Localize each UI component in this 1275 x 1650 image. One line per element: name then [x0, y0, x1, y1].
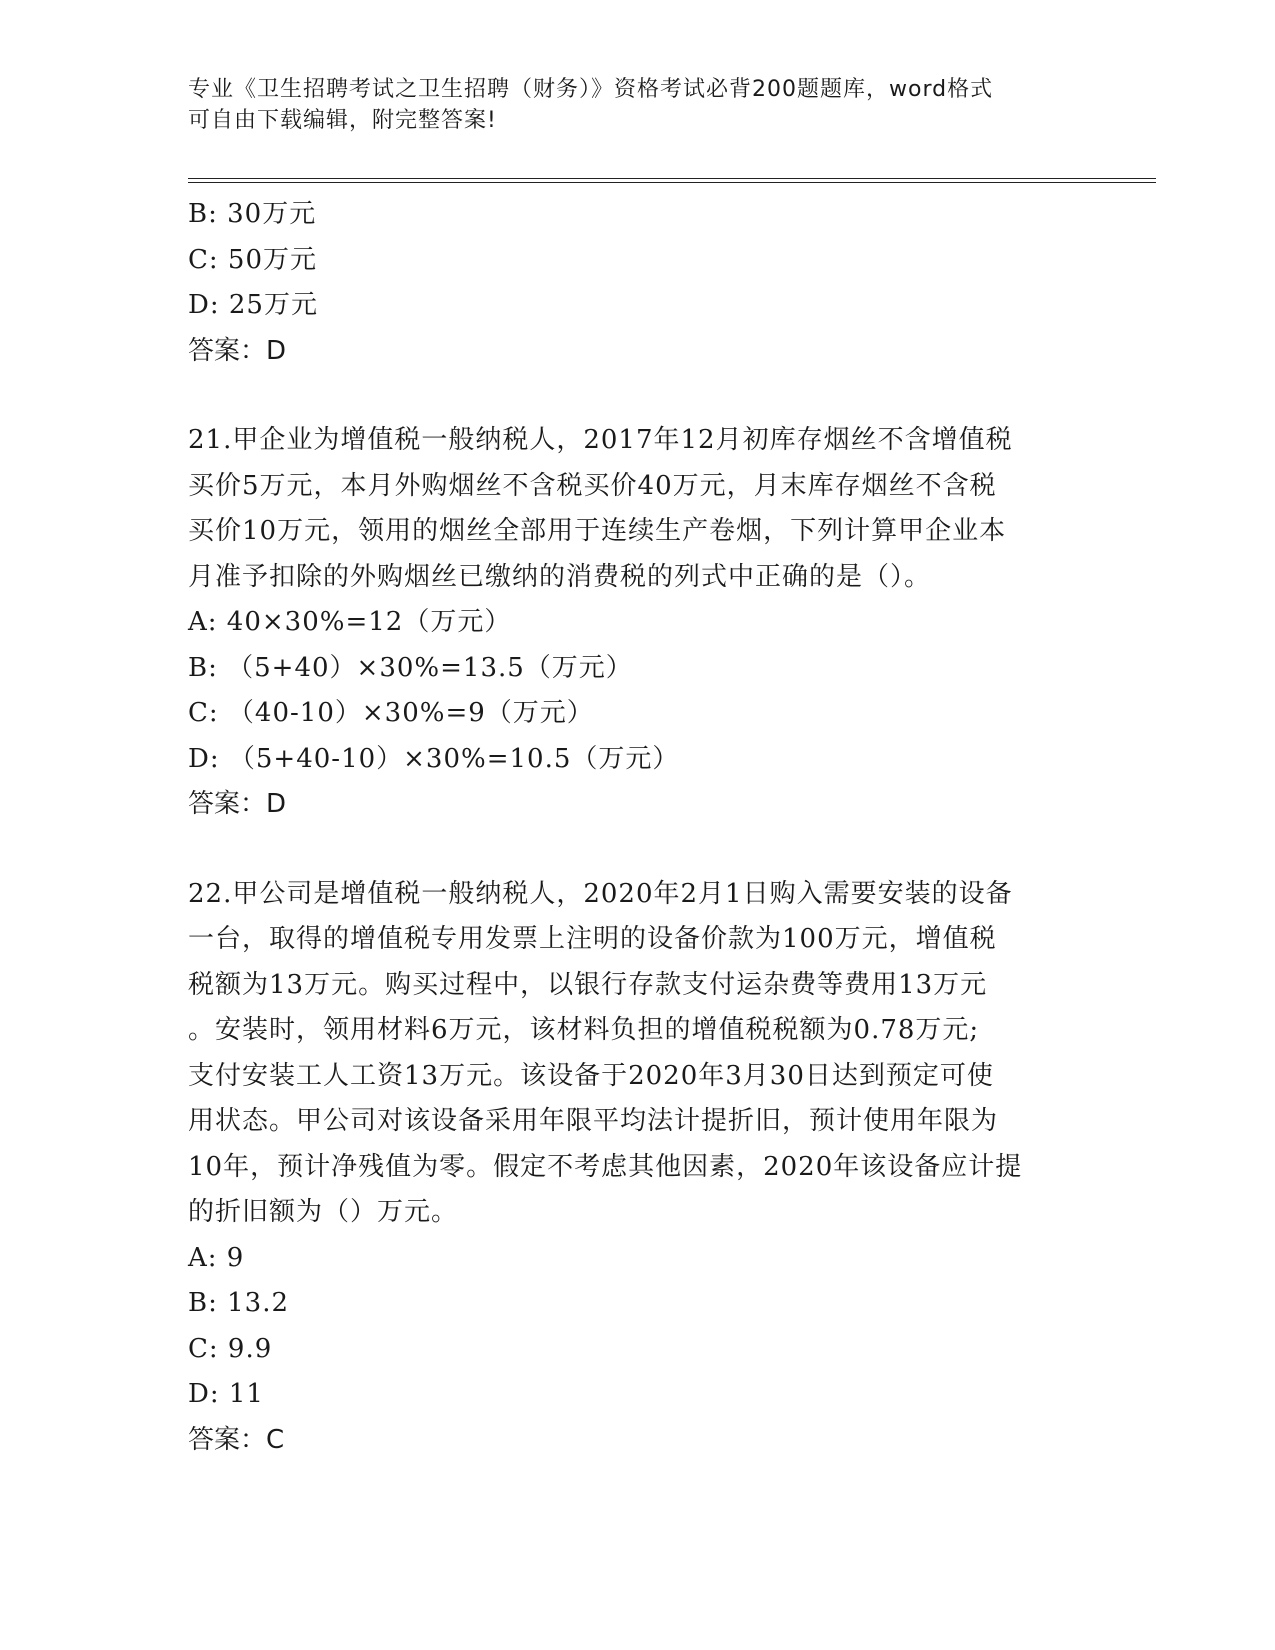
question-stem-line: 一台，取得的增值税专用发票上注明的设备价款为100万元，增值税: [188, 924, 997, 954]
question-stem-line: 的折旧额为（）万元。: [188, 1197, 459, 1227]
answer-line: 答案：D: [188, 789, 287, 819]
answer-line: 答案：C: [188, 1424, 285, 1455]
option-d: D: 25万元: [188, 290, 318, 320]
header-title-line-2: 可自由下载编辑，附完整答案!: [188, 108, 497, 133]
question-stem-line: 22.甲公司是增值税一般纳税人，2020年2月1日购入需要安装的设备: [188, 878, 1013, 909]
option-a: A: 9: [188, 1242, 245, 1273]
option-b: B: 13.2: [188, 1288, 290, 1318]
option-c: C: （40-10）×30%=9（万元）: [188, 698, 594, 728]
question-stem-line: 月准予扣除的外购烟丝已缴纳的消费税的列式中正确的是（）。: [188, 561, 932, 592]
prev-question: [188, 192, 1078, 374]
option-d: D: （5+40-10）×30%=10.5（万元）: [188, 743, 680, 774]
question-stem-line: 用状态。甲公司对该设备采用年限平均法计提折旧，预计使用年限为: [188, 1106, 999, 1136]
header-title-line-1: 专业《卫生招聘考试之卫生招聘（财务）》资格考试必背200题题库，word格式: [188, 77, 994, 102]
header-divider: [188, 178, 1156, 183]
question-21: [188, 418, 1078, 828]
question-stem-line: 税额为13万元。购买过程中，以银行存款支付运杂费等费用13万元: [188, 969, 988, 1000]
question-stem-line: 。安装时，领用材料6万元，该材料负担的增值税税额为0.78万元;: [188, 1015, 980, 1045]
question-content: [188, 192, 1078, 1463]
option-b: B: 30万元: [188, 199, 317, 229]
question-stem-line: 支付安装工人工资13万元。该设备于2020年3月30日达到预定可使: [188, 1060, 994, 1091]
page-header: [188, 74, 1068, 136]
answer-line: 答案：D: [188, 335, 287, 366]
option-b: B: （5+40）×30%=13.5（万元）: [188, 652, 633, 683]
spacer: [188, 828, 1078, 872]
question-stem-line: 买价10万元，领用的烟丝全部用于连续生产卷烟，下列计算甲企业本: [188, 516, 1007, 546]
question-stem-line: 10年，预计净残值为零。假定不考虑其他因素，2020年该设备应计提: [188, 1151, 1023, 1182]
option-d: D: 11: [188, 1379, 264, 1409]
option-c: C: 9.9: [188, 1333, 273, 1364]
question-stem-line: 21.甲企业为增值税一般纳税人，2017年12月初库存烟丝不含增值税: [188, 425, 1013, 455]
spacer: [188, 374, 1078, 418]
question-stem-line: 买价5万元，本月外购烟丝不含税买价40万元，月末库存烟丝不含税: [188, 470, 997, 501]
option-a: A: 40×30%=12（万元）: [188, 607, 512, 637]
question-22: [188, 872, 1078, 1464]
option-c: C: 50万元: [188, 244, 318, 275]
